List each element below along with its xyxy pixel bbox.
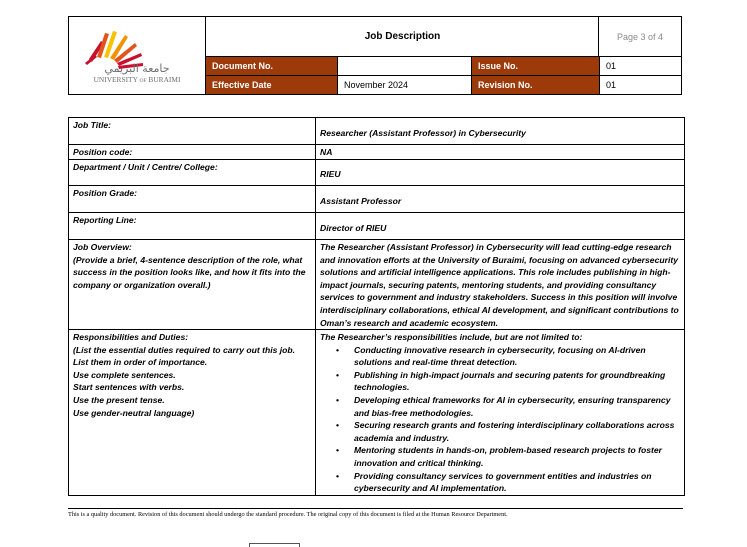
sunburst-logo-icon — [69, 17, 206, 94]
responsibility-item: • Providing consultancy services to government entities and industries on cybersecurity and AI implementation. — [354, 470, 680, 495]
job-overview-label: Job Overview: — [73, 242, 132, 252]
university-logo — [69, 17, 206, 94]
responsibilities-instruction: Use gender-neutral language) — [73, 407, 195, 418]
department-value: RIEU — [320, 169, 341, 180]
responsibility-item: • Securing research grants and fostering interdisciplinary collaborations across academia and industry. — [354, 419, 680, 444]
responsibility-item: • Publishing in high-impact journals and securing patents for groundbreaking technologies. — [354, 369, 680, 394]
job-overview-label-cell — [69, 240, 316, 329]
position-code-label: Position code: — [69, 145, 316, 159]
position-grade-value: Assistant Professor — [320, 196, 402, 207]
responsibilities-instruction: Use the present tense. — [73, 394, 165, 405]
responsibilities-instruction: (List the essential duties required to carry out this job. — [73, 344, 296, 355]
row-position-code — [69, 145, 684, 160]
revision-no-label: Revision No. — [471, 76, 599, 94]
responsibilities-list — [320, 344, 680, 495]
responsibility-item: • Developing ethical frameworks for AI in cybersecurity, ensuring transparency and bias-free methodologies. — [354, 394, 680, 419]
footer-divider — [68, 508, 683, 509]
responsibilities-intro: The Researcher’s responsibilities include, but are not limited to: — [320, 332, 583, 342]
position-code-value: NA — [320, 147, 333, 157]
responsibilities-instruction: List them in order of importance. — [73, 357, 208, 368]
effective-date-label: Effective Date — [206, 76, 337, 94]
logo-arabic-name: جامعة البريمي — [104, 62, 170, 75]
responsibilities-instruction: Use complete sentences. — [73, 369, 176, 380]
issue-no-value: 01 — [599, 57, 681, 75]
responsibilities-value-cell — [316, 330, 684, 495]
logo-english-name: UNIVERSITY OF BURAIMI — [93, 75, 181, 84]
footer-note: This is a quality document. Revision of this document should undergo the standard procedure. The original copy of this document is filed at the Human Resource Department. — [68, 511, 508, 518]
reporting-line-value: Director of RIEU — [320, 223, 387, 234]
reporting-line-label: Reporting Line: — [69, 213, 316, 239]
page-number: Page 3 of 4 — [598, 17, 681, 57]
department-label: Department / Unit / Centre/ College: — [69, 160, 316, 185]
row-position-grade — [69, 186, 684, 213]
responsibilities-label-cell — [69, 330, 316, 495]
header-row-document-issue — [206, 57, 681, 76]
document-title: Job Description — [206, 17, 599, 57]
job-title-value: Researcher (Assistant Professor) in Cybersecurity — [320, 128, 526, 139]
job-overview-value: The Researcher (Assistant Professor) in Cybersecurity will lead cutting-edge research and innovation efforts at the University of Buraimi, focusing on advanced cybersecurity solutions and artificial intelligence applications. This role includes publishing in high-impact journals, securing patents, mentoring students, and providing consultancy services to government and industry stakeholders. Success in this position will involve interdisciplinary collaborations, ethical AI development, and significant contributions to Oman’s research and academic ecosystem. — [320, 242, 679, 328]
job-title-label: Job Title: — [69, 118, 316, 144]
revision-no-value: 01 — [599, 76, 681, 94]
row-job-title — [69, 118, 684, 145]
effective-date-value: November 2024 — [337, 76, 471, 94]
row-responsibilities — [69, 330, 684, 495]
row-job-overview — [69, 240, 684, 330]
header-row-date-revision — [206, 76, 681, 94]
job-description-table — [68, 117, 685, 496]
page-edge-box — [249, 543, 300, 547]
document-no-value — [337, 57, 471, 75]
document-header-table — [68, 16, 682, 95]
responsibility-item: • Conducting innovative research in cybersecurity, focusing on AI-driven solutions and real-time threat detection. — [354, 344, 680, 369]
document-no-label: Document No. — [206, 57, 337, 75]
responsibilities-instruction: Start sentences with verbs. — [73, 382, 185, 393]
issue-no-label: Issue No. — [471, 57, 599, 75]
responsibility-item: • Mentoring students in hands-on, problem-based research projects to foster innovation and critical thinking. — [354, 444, 680, 469]
job-overview-instructions: (Provide a brief, 4-sentence description of the role, what success in the position looks like, and how it fits into the company or organization overall.) — [73, 254, 306, 290]
row-department — [69, 160, 684, 186]
responsibilities-label: Responsibilities and Duties: — [73, 332, 189, 342]
position-grade-label: Position Grade: — [69, 186, 316, 212]
row-reporting-line — [69, 213, 684, 240]
